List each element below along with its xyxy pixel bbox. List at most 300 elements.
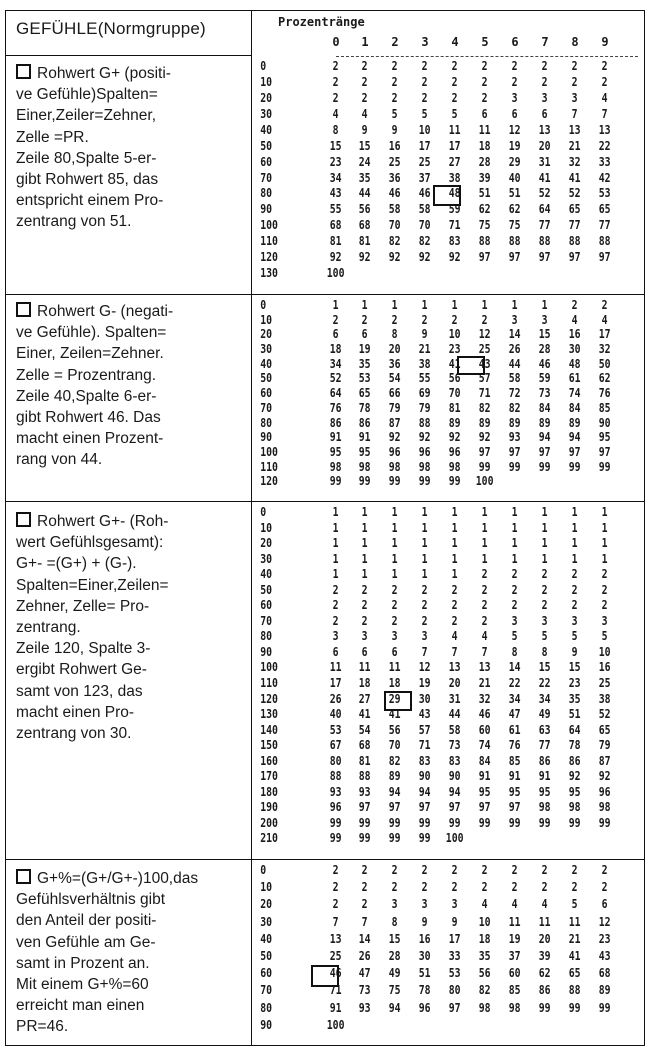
table-cell: 2 xyxy=(421,880,428,895)
table-cell: 19 xyxy=(358,342,371,357)
table-cell: 62 xyxy=(508,202,521,217)
table-cell: 96 xyxy=(598,784,611,799)
table-cell: 20 xyxy=(388,342,401,357)
table-cell: 95 xyxy=(508,784,521,799)
row-label: 80 xyxy=(260,629,273,644)
table-cell: 57 xyxy=(418,722,431,737)
table-cell: 13 xyxy=(598,122,611,137)
table-cell: 88 xyxy=(598,234,611,249)
table-cell: 65 xyxy=(598,722,611,737)
table-cell: 1 xyxy=(541,536,548,551)
row-label: 40 xyxy=(260,931,273,946)
table-cell: 13 xyxy=(538,122,551,137)
row-label: 60 xyxy=(260,386,273,401)
table-cell: 11 xyxy=(358,660,371,675)
row-label: 70 xyxy=(260,170,273,185)
table-cell: 87 xyxy=(598,753,611,768)
table-cell: 13 xyxy=(568,122,581,137)
table-cell: 3 xyxy=(511,613,518,628)
table-cell: 7 xyxy=(451,644,458,659)
table-cell: 86 xyxy=(329,415,342,430)
row-label: 100 xyxy=(260,218,278,233)
table-cell: 86 xyxy=(538,753,551,768)
description-line xyxy=(16,190,248,211)
table-cell: 4 xyxy=(361,106,368,121)
table-cell: 39 xyxy=(478,170,491,185)
table-cell: 95 xyxy=(538,784,551,799)
table-cell: 99 xyxy=(598,1000,611,1015)
table-cell: 100 xyxy=(326,1017,345,1032)
description-text: G+%=(G+/G+-)100,das xyxy=(37,870,199,887)
table-cell: 31 xyxy=(538,154,551,169)
table-cell: 2 xyxy=(361,90,368,105)
description-text: entspricht einem Pro- xyxy=(16,192,164,210)
table-cell: 1 xyxy=(541,298,548,312)
table-cell: 52 xyxy=(329,371,342,386)
row-label: 120 xyxy=(260,691,278,706)
table-cell: 2 xyxy=(451,880,458,895)
description-line xyxy=(16,596,248,617)
table-cell: 18 xyxy=(329,342,342,357)
table-cell: 2 xyxy=(451,90,458,105)
table-cell: 68 xyxy=(598,966,611,981)
table-cell: 84 xyxy=(478,753,491,768)
table-cell: 1 xyxy=(601,536,608,551)
table-cell: 3 xyxy=(541,312,548,327)
table-cell: 9 xyxy=(361,122,368,137)
table-cell: 82 xyxy=(388,234,401,249)
percentile-rank-label: Prozentränge xyxy=(278,15,365,29)
row-label: 120 xyxy=(260,474,278,489)
table-cell: 2 xyxy=(541,59,548,73)
table-cell: 15 xyxy=(568,660,581,675)
table-cell: 15 xyxy=(538,327,551,342)
table-cell: 41 xyxy=(448,356,461,371)
table-cell: 1 xyxy=(421,505,428,519)
table-cell: 2 xyxy=(391,880,398,895)
table-cell: 98 xyxy=(388,459,401,474)
table-cell: 81 xyxy=(358,234,371,249)
table-cell: 99 xyxy=(598,815,611,830)
table-cell: 80 xyxy=(329,753,342,768)
table-cell: 1 xyxy=(601,520,608,535)
table-cell: 97 xyxy=(598,250,611,265)
description-line xyxy=(16,169,248,190)
table-cell: 72 xyxy=(508,386,521,401)
table-cell: 14 xyxy=(508,327,521,342)
table-cell: 5 xyxy=(601,629,608,644)
description-line xyxy=(16,1016,248,1037)
table-cell: 96 xyxy=(388,444,401,459)
table-cell: 47 xyxy=(358,966,371,981)
row-label: 190 xyxy=(260,800,278,815)
table-cell: 5 xyxy=(571,629,578,644)
table-cell: 71 xyxy=(418,738,431,753)
table-cell: 97 xyxy=(598,444,611,459)
table-cell: 56 xyxy=(448,371,461,386)
table-cell: 82 xyxy=(478,400,491,415)
table-cell: 4 xyxy=(511,897,518,912)
description-line xyxy=(16,889,248,910)
description-text: Rohwert G- (negati- xyxy=(37,303,174,320)
table-cell: 2 xyxy=(601,598,608,613)
table-cell: 86 xyxy=(538,983,551,998)
table-cell: 1 xyxy=(421,536,428,551)
checkbox-icon xyxy=(16,302,31,317)
table-cell: 16 xyxy=(418,931,431,946)
table-cell: 2 xyxy=(511,59,518,73)
column-header-7: 7 xyxy=(541,35,549,49)
table-cell: 3 xyxy=(511,90,518,105)
description-line xyxy=(16,322,248,343)
description-line xyxy=(16,63,248,84)
table-cell: 22 xyxy=(598,138,611,153)
table-cell: 98 xyxy=(358,459,371,474)
table-cell: 79 xyxy=(418,400,431,415)
table-cell: 33 xyxy=(598,154,611,169)
table-cell: 88 xyxy=(538,234,551,249)
table-cell: 56 xyxy=(478,966,491,981)
table-cell: 1 xyxy=(451,520,458,535)
table-cell: 73 xyxy=(358,983,371,998)
table-cell: 91 xyxy=(329,430,342,445)
table-cell: 25 xyxy=(329,949,342,963)
row-label: 180 xyxy=(260,784,278,799)
description-text: wert Gefühlsgesamt): xyxy=(16,534,164,552)
table-cell: 7 xyxy=(421,644,428,659)
row-label: 20 xyxy=(260,90,273,105)
table-cell: 99 xyxy=(568,459,581,474)
table-cell: 86 xyxy=(568,753,581,768)
table-cell: 1 xyxy=(451,505,458,519)
table-cell: 90 xyxy=(418,769,431,784)
table-cell: 85 xyxy=(508,983,521,998)
table-cell: 1 xyxy=(361,567,368,582)
table-cell: 2 xyxy=(481,880,488,895)
table-cell: 2 xyxy=(451,582,458,597)
row-label: 0 xyxy=(260,298,267,312)
table-cell: 2 xyxy=(511,74,518,89)
norm-table-page xyxy=(5,10,645,1046)
table-cell: 28 xyxy=(538,342,551,357)
table-cell: 1 xyxy=(421,520,428,535)
description-line xyxy=(16,407,248,428)
row-label: 70 xyxy=(260,983,273,998)
table-cell: 9 xyxy=(571,644,578,659)
description-text: Gefühlsverhältnis gibt xyxy=(16,891,166,909)
table-cell: 2 xyxy=(421,863,428,877)
table-cell: 43 xyxy=(598,949,611,963)
table-cell: 70 xyxy=(418,218,431,233)
table-cell: 47 xyxy=(508,707,521,722)
description-text: macht einen Pro- xyxy=(16,703,135,721)
table-cell: 2 xyxy=(601,582,608,597)
table-cell: 34 xyxy=(329,170,342,185)
table-cell: 91 xyxy=(538,769,551,784)
table-cell: 96 xyxy=(418,444,431,459)
table-cell: 58 xyxy=(388,202,401,217)
table-cell: 99 xyxy=(329,815,342,830)
table-cell: 1 xyxy=(601,551,608,566)
row-label: 110 xyxy=(260,676,278,690)
table-cell: 26 xyxy=(329,691,342,706)
table-cell: 2 xyxy=(421,598,428,613)
table-cell: 2 xyxy=(332,582,339,597)
table-cell: 2 xyxy=(421,582,428,597)
table-cell: 2 xyxy=(481,863,488,877)
table-cell: 91 xyxy=(478,769,491,784)
table-cell: 2 xyxy=(481,312,488,327)
table-cell: 28 xyxy=(478,154,491,169)
table-cell: 71 xyxy=(448,218,461,233)
row-label: 10 xyxy=(260,520,273,535)
row-label: 30 xyxy=(260,342,273,357)
table-cell: 38 xyxy=(598,691,611,706)
table-cell: 17 xyxy=(448,931,461,946)
row-label: 50 xyxy=(260,949,273,963)
table-cell: 95 xyxy=(358,444,371,459)
table-cell: 48 xyxy=(448,186,461,201)
table-cell: 39 xyxy=(538,949,551,963)
table-cell: 88 xyxy=(568,234,581,249)
table-cell: 1 xyxy=(332,567,339,582)
description-line xyxy=(16,127,248,148)
table-cell: 99 xyxy=(358,474,371,489)
table-cell: 4 xyxy=(451,629,458,644)
description-line xyxy=(16,365,248,386)
column-header-0: 0 xyxy=(332,35,340,49)
checkbox-icon xyxy=(16,64,31,79)
description-line xyxy=(16,953,248,974)
description-text: ven Gefühle am Ge- xyxy=(16,933,156,951)
table-cell: 16 xyxy=(598,660,611,675)
table-cell: 29 xyxy=(388,691,401,706)
table-cell: 64 xyxy=(329,386,342,401)
description-line xyxy=(16,428,248,449)
row-label: 40 xyxy=(260,567,273,582)
column-header-6: 6 xyxy=(511,35,519,49)
table-cell: 56 xyxy=(388,722,401,737)
column-header-1: 1 xyxy=(361,35,369,49)
table-cell: 40 xyxy=(508,170,521,185)
row-label: 30 xyxy=(260,914,273,929)
table-cell: 46 xyxy=(418,186,431,201)
table-cell: 34 xyxy=(508,691,521,706)
table-cell: 96 xyxy=(418,1000,431,1015)
table-cell: 2 xyxy=(541,74,548,89)
table-cell: 90 xyxy=(448,769,461,784)
table-cell: 1 xyxy=(361,505,368,519)
description-line xyxy=(16,910,248,931)
row-label: 70 xyxy=(260,613,273,628)
table-cell: 1 xyxy=(421,567,428,582)
table-cell: 58 xyxy=(448,722,461,737)
table-cell: 76 xyxy=(329,400,342,415)
table-cell: 92 xyxy=(448,250,461,265)
table-cell: 6 xyxy=(332,644,339,659)
table-cell: 3 xyxy=(391,629,398,644)
table-cell: 30 xyxy=(568,342,581,357)
column-header-5: 5 xyxy=(481,35,489,49)
table-cell: 93 xyxy=(358,784,371,799)
table-cell: 35 xyxy=(568,691,581,706)
table-cell: 92 xyxy=(448,430,461,445)
description-line xyxy=(16,974,248,995)
table-cell: 36 xyxy=(388,356,401,371)
table-cell: 13 xyxy=(329,931,342,946)
table-cell: 1 xyxy=(511,520,518,535)
table-cell: 70 xyxy=(388,738,401,753)
table-cell: 3 xyxy=(601,613,608,628)
table-cell: 1 xyxy=(511,298,518,312)
row-label: 90 xyxy=(260,430,273,445)
table-cell: 9 xyxy=(421,914,428,929)
table-cell: 70 xyxy=(388,218,401,233)
table-cell: 1 xyxy=(571,551,578,566)
table-cell: 1 xyxy=(391,567,398,582)
table-cell: 79 xyxy=(388,400,401,415)
table-cell: 23 xyxy=(568,676,581,690)
table-cell: 74 xyxy=(568,386,581,401)
table-cell: 7 xyxy=(601,106,608,121)
row-label: 10 xyxy=(260,880,273,895)
table-cell: 97 xyxy=(538,444,551,459)
table-cell: 22 xyxy=(508,676,521,690)
table-cell: 3 xyxy=(541,613,548,628)
table-cell: 97 xyxy=(568,250,581,265)
table-cell: 1 xyxy=(601,505,608,519)
row-label: 20 xyxy=(260,897,273,912)
table-cell: 34 xyxy=(329,356,342,371)
table-cell: 46 xyxy=(538,356,551,371)
table-cell: 99 xyxy=(568,815,581,830)
section-description xyxy=(16,301,248,471)
table-cell: 97 xyxy=(478,800,491,815)
row-label: 170 xyxy=(260,769,278,784)
table-cell: 7 xyxy=(332,914,339,929)
table-cell: 61 xyxy=(508,722,521,737)
description-text: PR=46. xyxy=(16,1018,69,1036)
table-cell: 16 xyxy=(388,138,401,153)
table-cell: 98 xyxy=(448,459,461,474)
table-cell: 88 xyxy=(478,234,491,249)
table-cell: 92 xyxy=(358,250,371,265)
table-cell: 1 xyxy=(332,520,339,535)
table-cell: 2 xyxy=(391,90,398,105)
table-cell: 6 xyxy=(391,644,398,659)
table-cell: 85 xyxy=(598,400,611,415)
row-label: 60 xyxy=(260,154,273,169)
table-cell: 53 xyxy=(329,722,342,737)
table-cell: 97 xyxy=(418,800,431,815)
table-cell: 5 xyxy=(511,629,518,644)
table-cell: 54 xyxy=(388,371,401,386)
section-separator xyxy=(6,501,644,502)
table-cell: 92 xyxy=(568,769,581,784)
description-line xyxy=(16,449,248,470)
table-cell: 58 xyxy=(508,371,521,386)
table-cell: 88 xyxy=(418,415,431,430)
table-cell: 2 xyxy=(601,880,608,895)
row-label: 40 xyxy=(260,356,273,371)
table-cell: 94 xyxy=(388,784,401,799)
table-cell: 3 xyxy=(421,629,428,644)
table-title: GEFÜHLE(Normgruppe) xyxy=(16,19,206,38)
table-cell: 30 xyxy=(418,949,431,963)
description-line xyxy=(16,553,248,574)
table-cell: 60 xyxy=(478,722,491,737)
row-label: 140 xyxy=(260,722,278,737)
table-cell: 95 xyxy=(478,784,491,799)
column-header-4: 4 xyxy=(451,35,459,49)
table-cell: 43 xyxy=(478,356,491,371)
row-label: 40 xyxy=(260,122,273,137)
table-cell: 97 xyxy=(568,444,581,459)
description-text: Zelle = Prozentrang. xyxy=(16,366,157,384)
table-cell: 63 xyxy=(538,722,551,737)
description-text: Zehner, Zelle= Pro- xyxy=(16,597,150,615)
table-cell: 2 xyxy=(332,880,339,895)
description-text: Rohwert G+- (Roh- xyxy=(37,513,169,530)
table-cell: 2 xyxy=(332,90,339,105)
description-line xyxy=(16,723,248,744)
table-cell: 92 xyxy=(329,250,342,265)
table-cell: 1 xyxy=(361,536,368,551)
table-cell: 8 xyxy=(511,644,518,659)
section-separator xyxy=(6,859,644,860)
table-cell: 37 xyxy=(418,170,431,185)
table-cell: 2 xyxy=(361,613,368,628)
table-cell: 89 xyxy=(448,415,461,430)
table-cell: 16 xyxy=(568,327,581,342)
table-cell: 11 xyxy=(388,660,401,675)
header-dashed-rule xyxy=(336,56,638,57)
table-cell: 5 xyxy=(571,897,578,912)
table-cell: 2 xyxy=(451,598,458,613)
table-cell: 2 xyxy=(332,312,339,327)
table-cell: 65 xyxy=(358,386,371,401)
table-cell: 17 xyxy=(598,327,611,342)
table-cell: 77 xyxy=(538,218,551,233)
row-label: 100 xyxy=(260,660,278,675)
table-cell: 18 xyxy=(388,676,401,690)
table-cell: 67 xyxy=(329,738,342,753)
table-cell: 2 xyxy=(332,863,339,877)
description-line xyxy=(16,148,248,169)
table-cell: 1 xyxy=(332,505,339,519)
table-cell: 99 xyxy=(478,815,491,830)
table-cell: 25 xyxy=(478,342,491,357)
table-cell: 1 xyxy=(332,536,339,551)
table-cell: 2 xyxy=(571,74,578,89)
table-cell: 1 xyxy=(391,551,398,566)
table-cell: 21 xyxy=(568,931,581,946)
checkbox-icon xyxy=(16,869,31,884)
table-cell: 32 xyxy=(598,342,611,357)
table-cell: 99 xyxy=(388,474,401,489)
table-cell: 98 xyxy=(478,1000,491,1015)
table-cell: 91 xyxy=(358,430,371,445)
table-cell: 2 xyxy=(571,567,578,582)
description-text: den Anteil der positi- xyxy=(16,912,157,930)
table-cell: 51 xyxy=(418,966,431,981)
description-text: Spalten=Einer,Zeilen= xyxy=(16,576,169,594)
table-cell: 1 xyxy=(481,505,488,519)
table-cell: 77 xyxy=(568,218,581,233)
table-cell: 53 xyxy=(598,186,611,201)
row-label: 90 xyxy=(260,644,273,659)
table-cell: 56 xyxy=(358,202,371,217)
